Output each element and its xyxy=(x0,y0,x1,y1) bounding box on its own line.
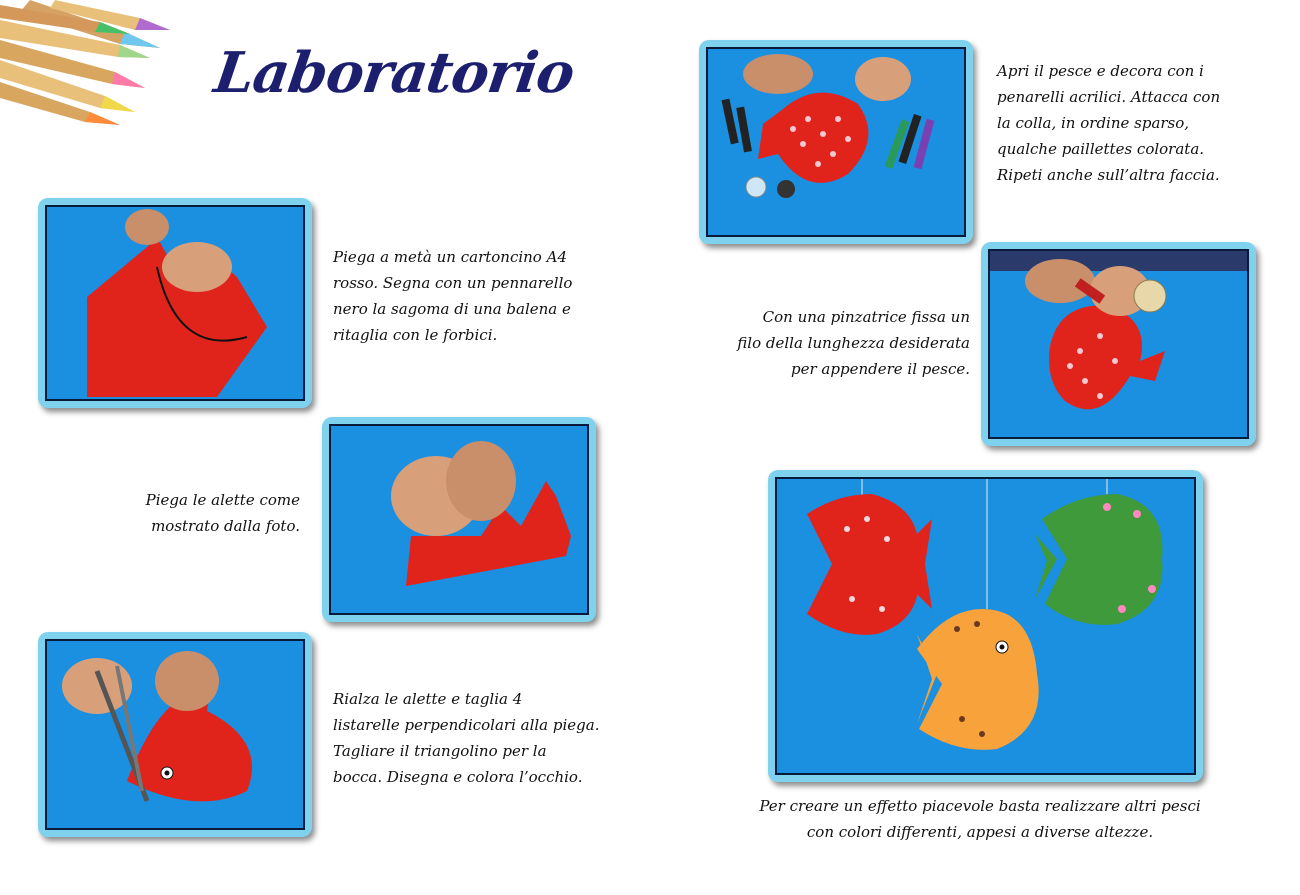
step-1-line-4: ritaglia con le forbici. xyxy=(333,326,498,344)
photo-frame-step-6 xyxy=(768,470,1203,782)
step-2-text xyxy=(100,487,300,539)
step-3-line-4: bocca. Disegna e colora l’occhio. xyxy=(333,768,583,786)
step-5-line-1: Con una pinzatrice fissa un xyxy=(762,308,970,326)
photo-frame-step-2 xyxy=(322,417,596,622)
photo-step-6 xyxy=(775,477,1196,775)
step-2-line-2: mostrato dalla foto. xyxy=(151,517,300,535)
step-1-line-3: nero la sagoma di una balena e xyxy=(333,300,571,318)
photo-frame-step-3 xyxy=(38,632,312,837)
step-6-text xyxy=(700,793,1260,845)
step-1-line-1: Piega a metà un cartoncino A4 xyxy=(333,248,567,266)
step-1-line-2: rosso. Segna con un pennarello xyxy=(333,274,573,292)
step-3-line-3: Tagliare il triangolino per la xyxy=(333,742,547,760)
colored-pencils-illustration xyxy=(0,0,175,125)
step-4-line-1: Apri il pesce e decora con i xyxy=(997,62,1204,80)
step-2-line-1: Piega le alette come xyxy=(145,491,300,509)
step-5-line-2: filo della lunghezza desiderata xyxy=(737,334,970,352)
step-3-text xyxy=(333,686,599,790)
step-4-line-4: qualche paillettes colorata. xyxy=(997,140,1205,158)
step-3-line-2: listarelle perpendicolari alla piega. xyxy=(333,716,600,734)
step-6-line-2: con colori differenti, appesi a diverse altezze. xyxy=(806,823,1154,841)
step-4-text xyxy=(997,58,1220,188)
step-3-line-1: Rialza le alette e taglia 4 xyxy=(333,690,523,708)
photo-step-4 xyxy=(706,47,966,237)
step-5-text xyxy=(690,304,970,382)
photo-frame-step-4 xyxy=(699,40,973,244)
page-title: Laboratorio xyxy=(210,40,578,106)
photo-step-2 xyxy=(329,424,589,615)
step-4-line-3: la colla, in ordine sparso, xyxy=(997,114,1190,132)
step-4-line-2: penarelli acrilici. Attacca con xyxy=(997,88,1221,106)
photo-frame-step-1 xyxy=(38,198,312,408)
photo-step-5 xyxy=(988,249,1249,439)
photo-step-1 xyxy=(45,205,305,401)
step-5-line-3: per appendere il pesce. xyxy=(791,360,970,378)
photo-step-3 xyxy=(45,639,305,830)
step-6-line-1: Per creare un effetto piacevole basta realizzare altri pesci xyxy=(759,797,1201,815)
step-4-line-5: Ripeti anche sull’altra faccia. xyxy=(997,166,1220,184)
photo-frame-step-5 xyxy=(981,242,1256,446)
step-1-text xyxy=(333,244,572,348)
